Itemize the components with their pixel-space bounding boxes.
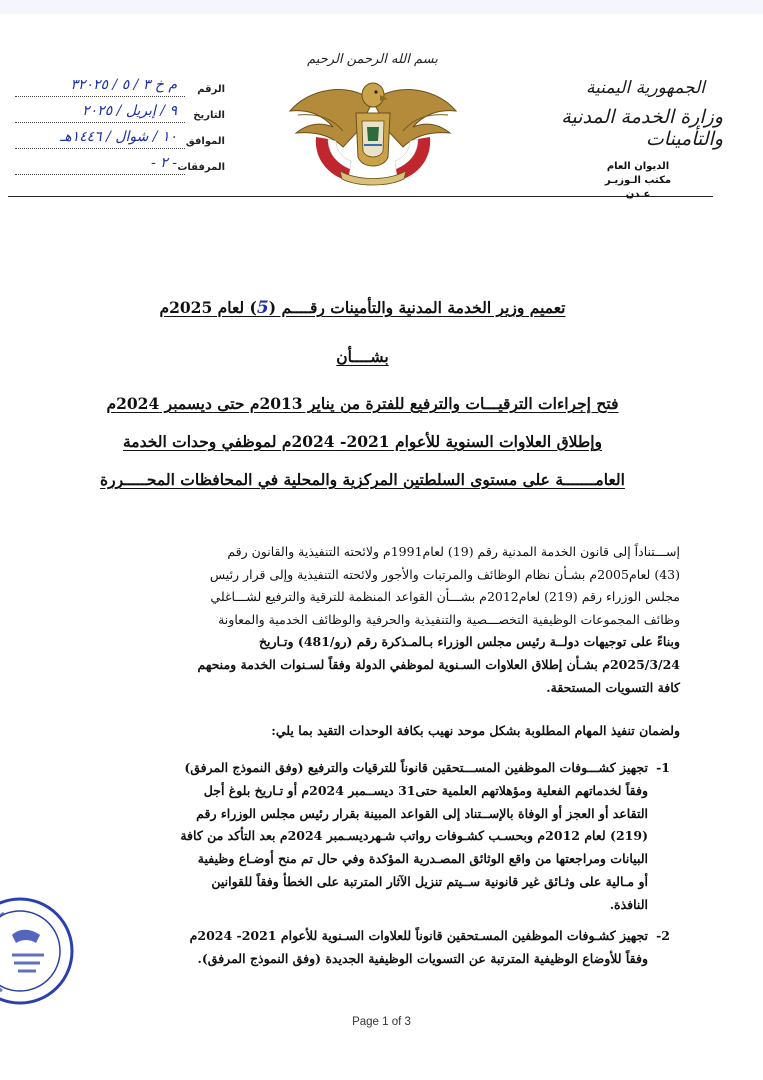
header-divider (8, 196, 713, 197)
letter-meta (15, 78, 225, 182)
meta-row (15, 78, 225, 104)
meta-label: المرفقات (177, 162, 225, 173)
republic-name: الجمهورية اليمنية (585, 78, 705, 98)
meta-label: الموافق (185, 136, 225, 147)
list-item (20, 925, 670, 971)
office-line-3: عـدن (625, 189, 651, 200)
preamble-line: (43) لعام2005م بشـأن نظام الوظائف والمرتبات والأجور ولائحته التنفيذية وإلى قرار رئيس (209, 566, 680, 582)
preamble-line: مجلس الوزراء رقم (219) لعام2012م بشـــأن القواعد المنظمة للترقية والترفيع لشـــاغلي (210, 589, 680, 605)
item-line: البيانات ومراجعتها من واقع الوثائق المصـدرية المؤكدة وفي حال تم منح أوضـاع وظيفية (197, 851, 648, 867)
item-line: وفقاً لخدماتهم الفعلية ومؤهلاتهم العلمية حتى31 ديســمبر 2024م أو تـاريخ بلوغ أجل (203, 782, 648, 798)
list-item (20, 757, 670, 917)
basmala: بسم الله الرحمن الرحيم (307, 52, 438, 67)
preamble-line: 2025/3/24م بشـأن إطلاق العلاوات السـنوية لموظفي الدولة وفقاً لسـنوات الخدمة ومنحهم (197, 656, 680, 672)
meta-value: ٩ / إبريل / ٢٠٢٥ (82, 103, 177, 119)
subject-line-3: العامـــــــة على مستوى السلطتين المركزية والمحلية في المحافظات المحـــــررة (100, 470, 625, 489)
circular-number: 5 (256, 298, 269, 318)
meta-value: ١٠ / شوال / ١٤٤٦هـ (60, 129, 177, 145)
page-indicator: Page 1 of 3 (352, 1016, 411, 1028)
meta-value: م خ ٣ / ٥ / ٣٢٠٢٥ (70, 77, 177, 93)
preamble-line: كافة التسويات المستحقة. (546, 679, 680, 695)
preamble-line: إســـتناداً إلى قانون الخدمة المدنية رقم (19) لعام1991م ولائحته التنفيذية والقانون رقم (227, 544, 680, 559)
official-stamp-icon (0, 885, 74, 1017)
item-line: (219) لعام 2012م وبحسـب كشـوفات رواتب شـهرديسـمبر 2024م بعد التأكد من كافة (180, 828, 648, 844)
meta-line (15, 148, 185, 149)
scan-edge (0, 0, 763, 14)
meta-label: التاريخ (193, 110, 225, 121)
meta-line (15, 122, 185, 123)
letterhead-right (523, 78, 723, 202)
item-line: وفقاً للأوضاع الوظيفية المترتبة عن التسويات الوظيفية الجديدة (وفق النموذج المرفق). (197, 950, 648, 966)
meta-row (15, 156, 225, 182)
item-line: أو مـالية على وثـائق غير قانونية ســيتم تنزيل الآثار المترتبة على الخطأ وفقاً للقوانين (211, 873, 648, 889)
title-prefix: تعميم وزير الخدمة المدنية والتأمينات رقــــم ( (268, 298, 566, 317)
meta-line (15, 96, 185, 97)
subject-label: بشــــأن (336, 347, 389, 366)
item-line: تجهيز كشـوفات الموظفين المسـتحقين قانوناً للعلاوات السـنوية للأعوام 2021- 2024م (189, 928, 648, 943)
letterhead-center (285, 52, 460, 193)
meta-line (15, 174, 185, 175)
item-line: النافذة. (609, 896, 648, 912)
item-line: تجهيز كشـــوفات الموظفين المســـتحقين قانوناً للترقيات والترفيع (وفق النموذج المرفق) (184, 760, 648, 775)
item-line: التقاعد أو العجز أو الوفاة بالإســتناد إلى القواعد المبينة بقرار رئيس مجلس الوزراء رقم (196, 805, 648, 821)
item-number: 2- (656, 928, 670, 943)
meta-label: الرقم (197, 84, 225, 95)
title-suffix: ) لعام 2025م (159, 298, 257, 317)
subject-line-1: فتح إجراءات الترقيـــات والترفيع للفترة من يناير 2013م حتى ديسمبر 2024م (106, 394, 619, 413)
item-text (20, 757, 648, 917)
ministry-name: وزارة الخدمة المدنية والتأمينات (561, 106, 723, 150)
subject-line-2: وإطلاق العلاوات السنوية للأعوام 2021- 2024م لموظفي وحدات الخدمة (122, 432, 602, 451)
meta-row (15, 104, 225, 130)
preamble-paragraph (65, 541, 680, 699)
item-text (20, 925, 648, 971)
instruction-intro: ولضمان تنفيذ المهام المطلوبة بشكل موحد نهيب بكافة الوحدات التقيد بما يلي: (271, 723, 680, 738)
office-line-1: الديوان العام (606, 161, 670, 172)
preamble-line: وظائف المجموعات الوظيفية التخصـــصية والتنفيذية والحرفية والوظائف الخدمية والمعاونة (218, 611, 680, 627)
preamble-line: وبناءً على توجيهات دولــة رئيس مجلس الوزراء بـالمـذكرة رقم (رو/481) وتـاريخ (258, 634, 680, 650)
eagle-emblem-icon (288, 71, 458, 189)
meta-row (15, 130, 225, 156)
circular-title (70, 298, 655, 318)
meta-value: - ٢ - (151, 155, 177, 171)
office-line-2: مكتب الـوزيـر (604, 175, 672, 186)
item-number: 1- (656, 760, 670, 775)
